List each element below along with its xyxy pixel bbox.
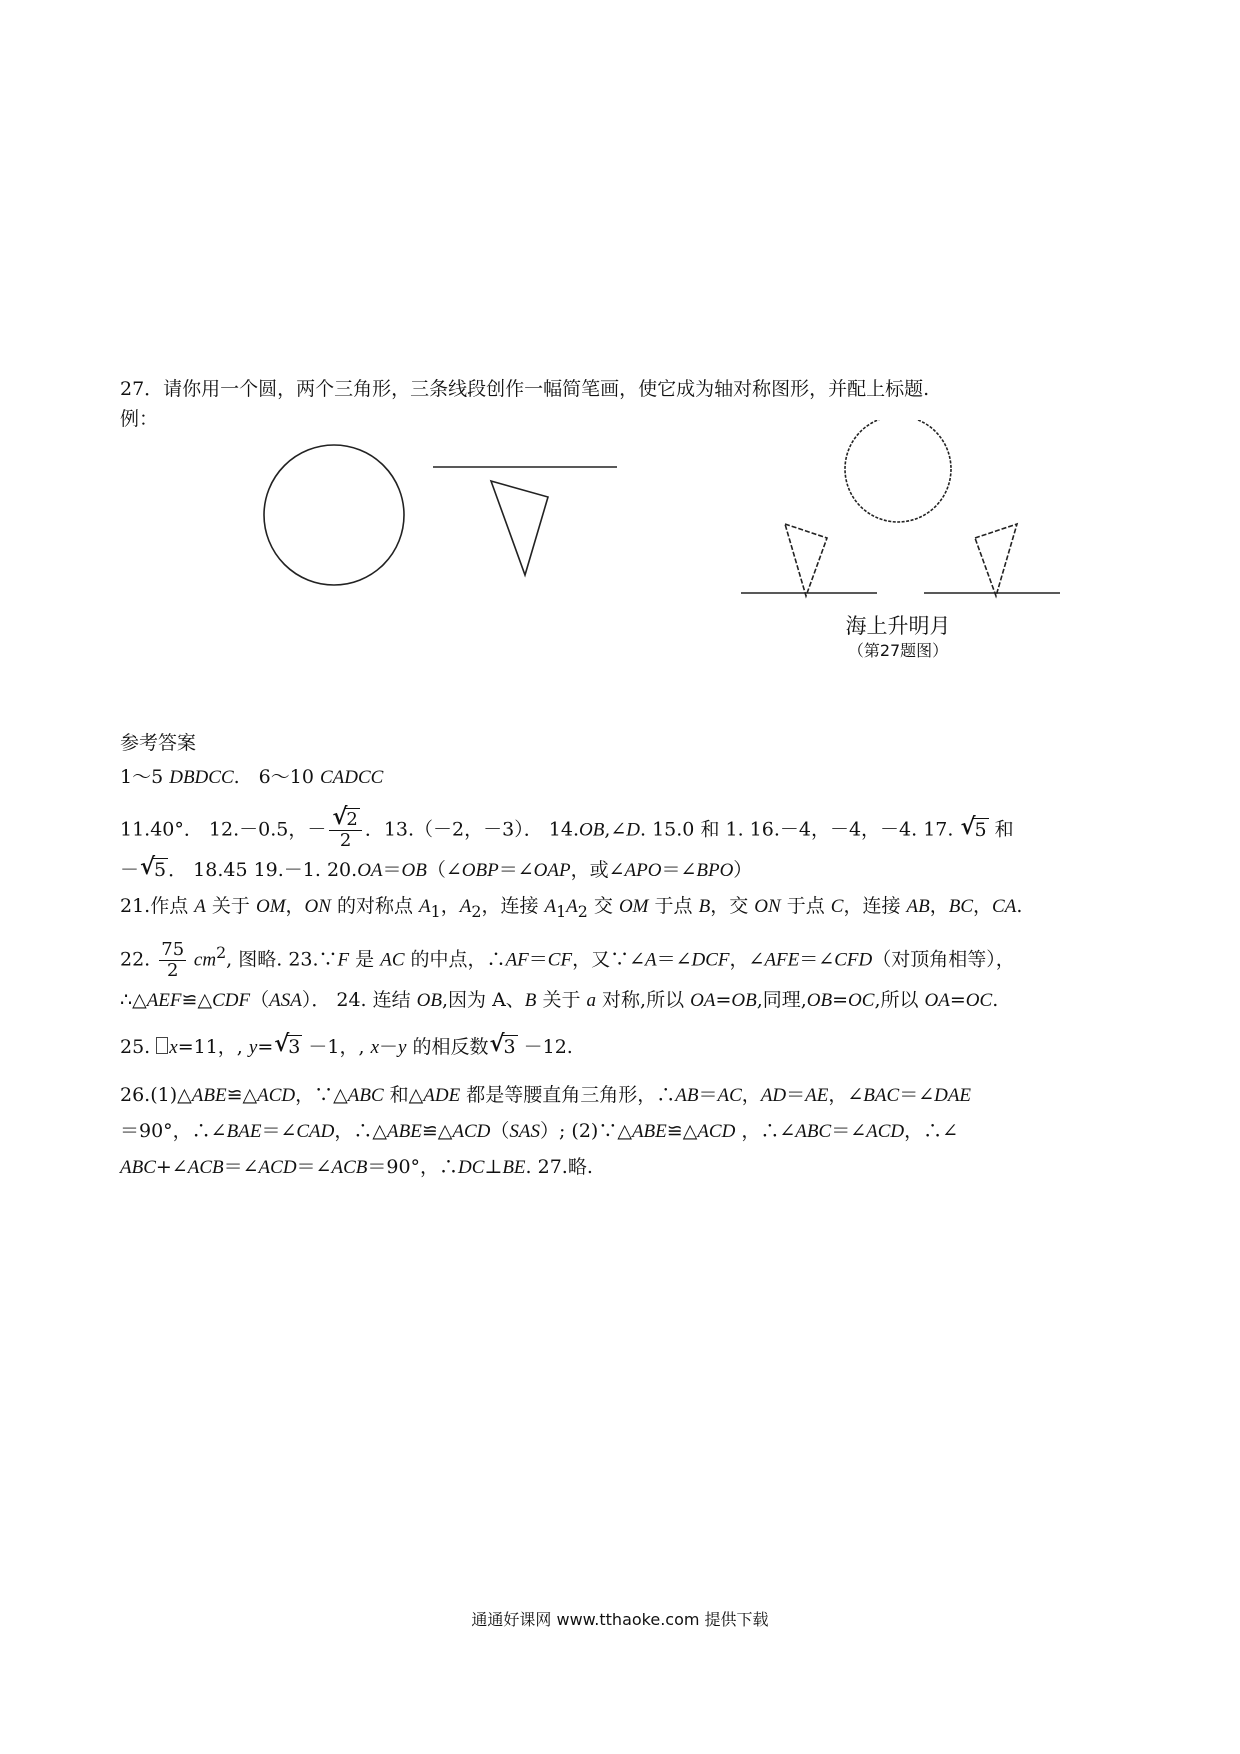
figure-title: 海上升明月	[845, 614, 951, 638]
missing-glyph-box	[156, 1037, 168, 1054]
answer-line-9: ＝90°，∴∠BAE＝∠CAD，∴△ABE≌△ACD（SAS）; (2)∵△ABE≌△ACD ，∴∠ABC＝∠ACD，∴∠	[120, 1120, 959, 1142]
given-triangle	[491, 481, 548, 575]
answer-line-3: －√ 5 ． 18.45 19.－1. 20.OA＝OB（∠OBP＝∠OAP，或∠APO＝∠BPO）	[120, 857, 752, 884]
q27-figure	[0, 420, 1240, 680]
figure-caption: （第27题图）	[847, 641, 949, 660]
example-label: 例：	[120, 408, 159, 430]
right-sail-triangle	[975, 524, 1017, 596]
answer-line-2: 11.40°． 12.－0.5，－ √ $\frac{2}{2}$ ．13.（－2，－3）． 14.OB,∠D. 15.0 和 1. 16.－4，－4，－4. 17. √ 5 和	[120, 810, 1014, 851]
answer-line-6: ∴△AEF≌△CDF（ASA）． 24. 连结 OB,因为 A、B 关于 a 对称,所以 OA=OB,同理,OB=OC,所以 OA=OC.	[120, 989, 999, 1011]
question-27-text: 27．请你用一个圆，两个三角形，三条线段创作一幅简笔画，使它成为轴对称图形，并配上标题.	[120, 378, 930, 400]
given-circle	[264, 445, 404, 585]
answer-line-10: ABC+∠ACB＝∠ACD＝∠ACB＝90°，∴DC⊥BE. 27.略.	[120, 1156, 593, 1178]
answer-line-8: 26.(1)△ABE≌△ACD，∵△ABC 和△ADE 都是等腰直角三角形，∴AB＝AC，AD＝AE，∠BAC＝∠DAE	[120, 1084, 972, 1106]
answer-line-4: 21.作点 A 关于 OM，ON 的对称点 $A_1$，$A_2$，连接 $A_1A_2$ 交 OM 于点 B，交 ON 于点 C，连接 AB，BC，CA.	[120, 895, 1023, 921]
answer-line-1: 1～5 DBDCC. 6～10 CADCC	[120, 766, 384, 788]
answers-heading: 参考答案	[120, 732, 197, 754]
fraction-75-over-2: $\frac{75}{2}$	[161, 939, 185, 981]
left-sail-triangle	[785, 524, 827, 596]
answer-line-5: 22. $\frac{75}{2}$ $cm^2$, 图略. 23.∵F 是 AC 的中点，∴AF＝CF，又∵∠A＝∠DCF，∠AFE＝∠CFD（对顶角相等），	[120, 939, 1015, 981]
moon-circle	[845, 420, 951, 522]
page-footer: 通通好课网 www.tthaoke.com 提供下载	[471, 1610, 769, 1629]
answer-line-7: 25. x=11，, y=√ 3 －1，, x－y 的相反数√ 3 －12.	[120, 1034, 573, 1061]
fraction-sqrt2-over-2: √ $\frac{2}{2}$	[329, 810, 361, 851]
